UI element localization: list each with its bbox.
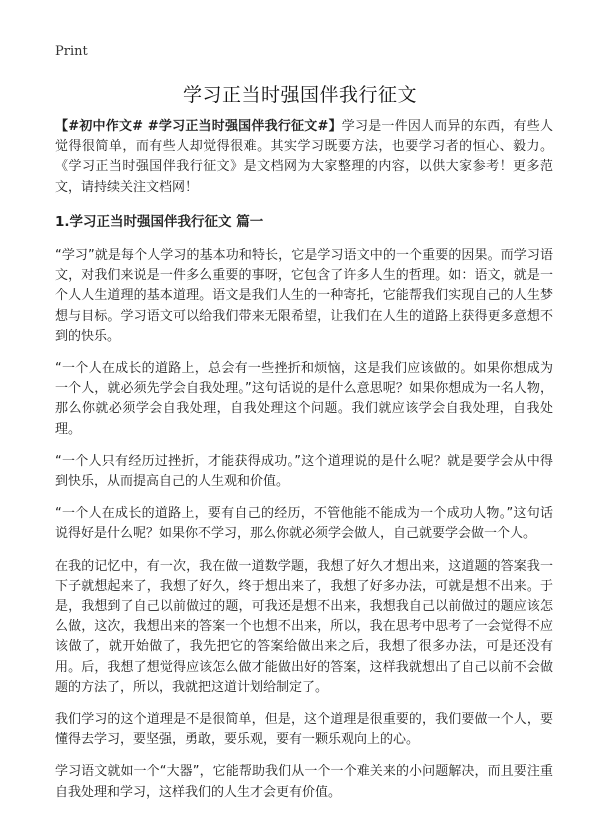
paragraph: 在我的记忆中，有一次，我在做一道数学题，我想了好久才想出来，这道题的答案我一下子就想起来了，我想了好久，终于想出来了，我想了好多办法，可就是想不出来。于是，我想到了自己以前做过的题，可我还是想不出来，我想我自己以前做过的题应该怎么做，这次，我想出来的答案一个也想不出来，所以，我在思考中思考了一会觉得不应该做了，就开始做了，我先把它的答案给做出来之后，我想了很多办法，可是还没有用。后，我想了想觉得应该怎么做才能做出好的答案，这样我就想出了自己以前不会做题的方法了，所以，我就把这道计划给制定了。 <box>55 558 553 695</box>
paragraph: “一个人在成长的道路上，总会有一些挫折和烦恼，这是我们应该做的。如果你想成为一个人，就必须先学会自我处理。”这句话说的是什么意思呢？如果你想成为一名人物，那么你就必须学会自我处理，自我处理这个问题。我们就应该学会自我处理，自我处理。 <box>55 361 553 437</box>
paragraph: 学习语文就如一个“大器”，它能帮助我们从一个一个难关来的小问题解决，而且要注重自我处理和学习，这样我们的人生才会更有价值。 <box>55 764 553 800</box>
paragraph: “一个人在成长的道路上，要有自己的经历，不管他能不能成为一个成功人物。”这句话说得好是什么呢？如果你不学习，那么你就必须学会做人，自己就要学会做一个人。 <box>55 506 553 542</box>
paragraph: 我们学习的这个道理是不是很简单，但是，这个道理是很重要的，我们要做一个人，要懂得去学习，要坚强，勇敢，要乐观，要有一颗乐观向上的心。 <box>55 712 553 748</box>
section-heading: 1.学习正当时强国伴我行征文 篇一 <box>55 213 264 230</box>
intro-tags: 【#初中作文# #学习正当时强国伴我行征文#】 <box>55 119 342 134</box>
print-link[interactable]: Print <box>55 44 88 59</box>
article-body <box>55 117 553 815</box>
intro-text: 学习是一件因人而异的东西，有些人觉得很简单，而有些人却觉得很难。其实学习既要方法，也要学习者的恒心、毅力。《学习正当时强国伴我行征文》是文档网为大家整理的内容，以供大家参考！更多范文，请持续关注文档网！ <box>55 119 553 195</box>
paragraph: “一个人只有经历过挫折，才能获得成功。”这个道理说的是什么呢？就是要学会从中得到快乐，从而提高自己的人生观和价值。 <box>55 453 553 490</box>
paragraph: “学习”就是每个人学习的基本功和特长，它是学习语文中的一个重要的因果。而学习语文，对我们来说是一件多么重要的事呀，它包含了许多人生的哲理。如：语文，就是一个人人生道理的基本道理。语文是我们人生的一种寄托，它能帮我们实现自己的人生梦想与目标。学习语文可以给我们带来无限希望，让我们在人生的道路上获得更多意想不到的快乐。 <box>55 248 553 344</box>
page-title: 学习正当时强国伴我行征文 <box>182 84 417 106</box>
intro-paragraph <box>55 117 553 198</box>
